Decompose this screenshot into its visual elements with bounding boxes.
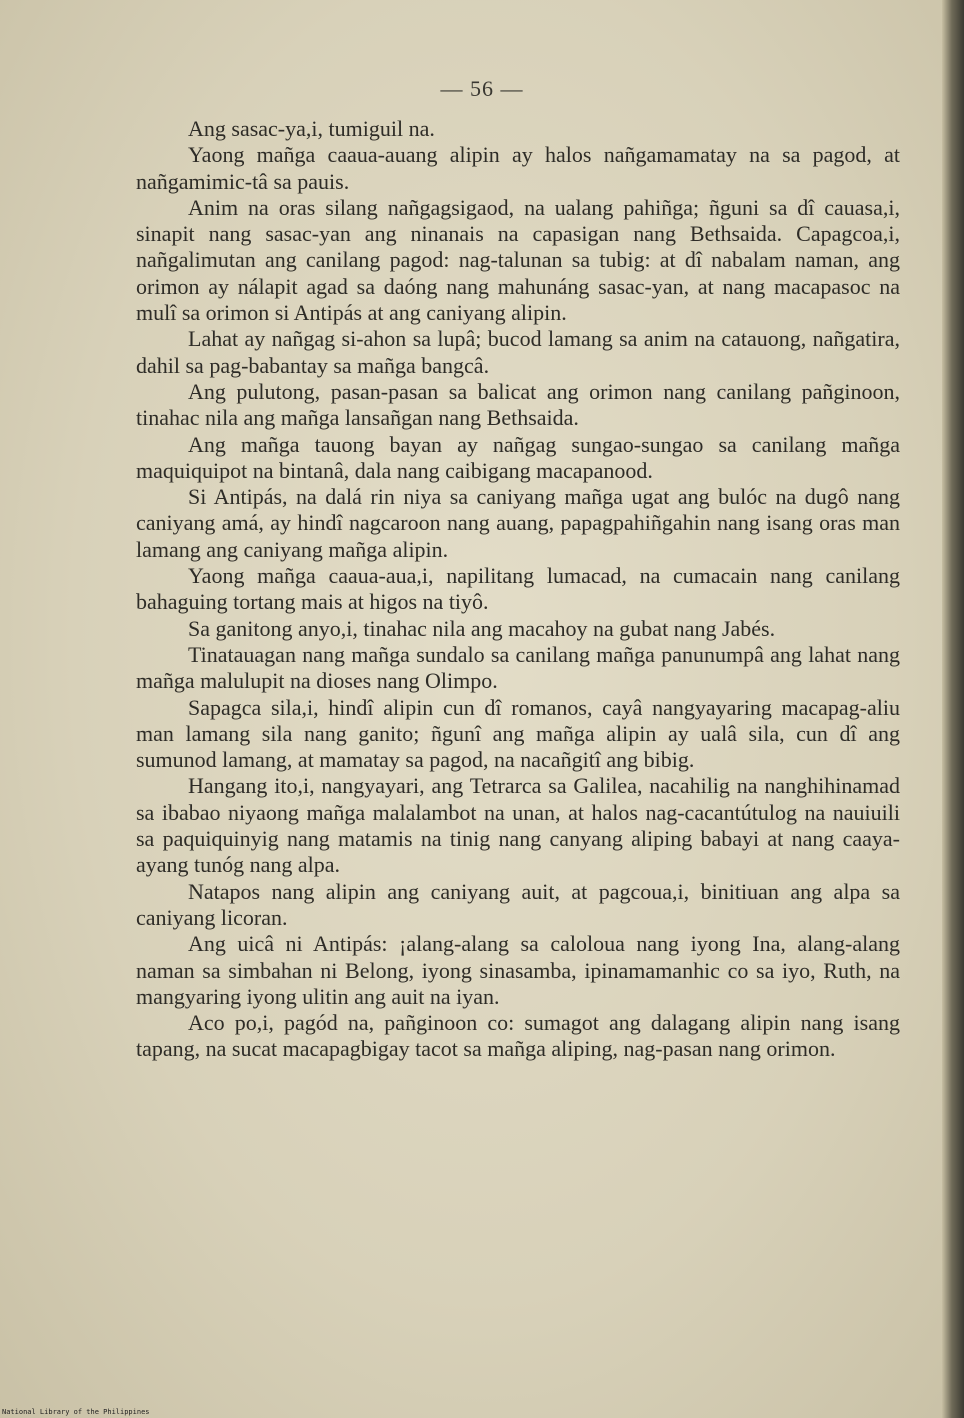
library-credit: National Library of the Philippines xyxy=(2,1408,150,1416)
paragraph: Anim na oras silang nañgagsigaod, na ualang pahiñga; ñguni sa dî cauasa,i, sinapit nang sasac-yan ang ninanais na capasigan nang Bethsaida. Capagcoa,i, nañgalimutan ang canilang pagod: nag-talunan sa tubig: at dî nabalam naman, ang orimon ay nálapit agad sa daóng nang mahunáng sasac-yan, at nang macapasoc na mulî sa orimon si Antipás at ang caniyang alipin. xyxy=(136,194,900,326)
paragraph: Sa ganitong anyo,i, tinahac nila ang macahoy na gubat nang Jabés. xyxy=(188,615,776,641)
page-number: — 56 — xyxy=(440,76,524,101)
paragraph: Ang mañga tauong bayan ay nañgag sungao-sungao sa canilang mañga maquiquipot na bintanâ, dala nang caibigang macapanood. xyxy=(136,431,900,483)
paragraph: Aco po,i, pagód na, pañginoon co: sumagot ang dalagang alipin nang isang tapang, na sucat macapagbigay tacot sa mañga aliping, nag-pasan nang orimon. xyxy=(136,1010,900,1062)
body-text xyxy=(136,116,900,1063)
paragraph: Natapos nang alipin ang caniyang auit, at pagcoua,i, binitiuan ang alpa sa caniyang licoran. xyxy=(136,878,900,930)
paragraph: Si Antipás, na dalá rin niya sa caniyang mañga ugat ang bulóc na dugô nang caniyang amá, ay hindî nagcaroon nang auang, papagpahiñgahin nang isang oras man lamang ang caniyang mañga alipin. xyxy=(136,484,900,562)
paragraph: Ang pulutong, pasan-pasan sa balicat ang orimon nang canilang pañginoon, tinahac nila ang mañga lansañgan nang Bethsaida. xyxy=(136,378,900,431)
paragraph: Sapagca sila,i, hindî alipin cun dî romanos, cayâ nangyayaring macapag-aliu man lamang sila nang ganito; ñgunî ang mañga alipin ay ualâ sila, cun dî ang sumunod lamang, at mamatay sa pagod, na nacañgitî ang bibig. xyxy=(136,694,900,773)
paragraph: Ang sasac-ya,i, tumiguil na. xyxy=(188,116,435,141)
paragraph: Yaong mañga caaua-auang alipin ay halos nañgamamatay na sa pagod, at nañgamimic-tâ sa pauis. xyxy=(136,142,900,194)
paragraph: Yaong mañga caaua-aua,i, napilitang lumacad, na cumacain nang canilang bahaguing tortang mais at higos na tiyô. xyxy=(136,563,900,615)
paragraph: Ang uicâ ni Antipás: ¡alang-alang sa caloloua nang iyong Ina, alang-alang naman sa simbahan ni Belong, iyong sinasamba, ipinamamanhic co sa iyo, Ruth, na mangyaring iyong ulitin ang auit na iyan. xyxy=(136,931,900,1009)
paragraph: Tinatauagan nang mañga sundalo sa canilang mañga panunumpâ ang lahat nang mañga malulupit na dioses nang Olimpo. xyxy=(136,641,900,694)
paragraph: Lahat ay nañgag si-ahon sa lupâ; bucod lamang sa anim na catauong, nañgatira, dahil sa pag-babantay sa mañga bangcâ. xyxy=(136,326,900,378)
page-edge-shadow xyxy=(942,0,964,1418)
paragraph: Hangang ito,i, nangyayari, ang Tetrarca sa Galilea, nacahilig na nanghihinamad sa ibabao niyaong mañga malalambot na unan, at halos nag-cacantútulog na nauiuili sa paquiquinyig nang matamis na tinig nang canyang aliping babayi at nang caaya-ayang tunóg nang alpa. xyxy=(136,773,900,878)
